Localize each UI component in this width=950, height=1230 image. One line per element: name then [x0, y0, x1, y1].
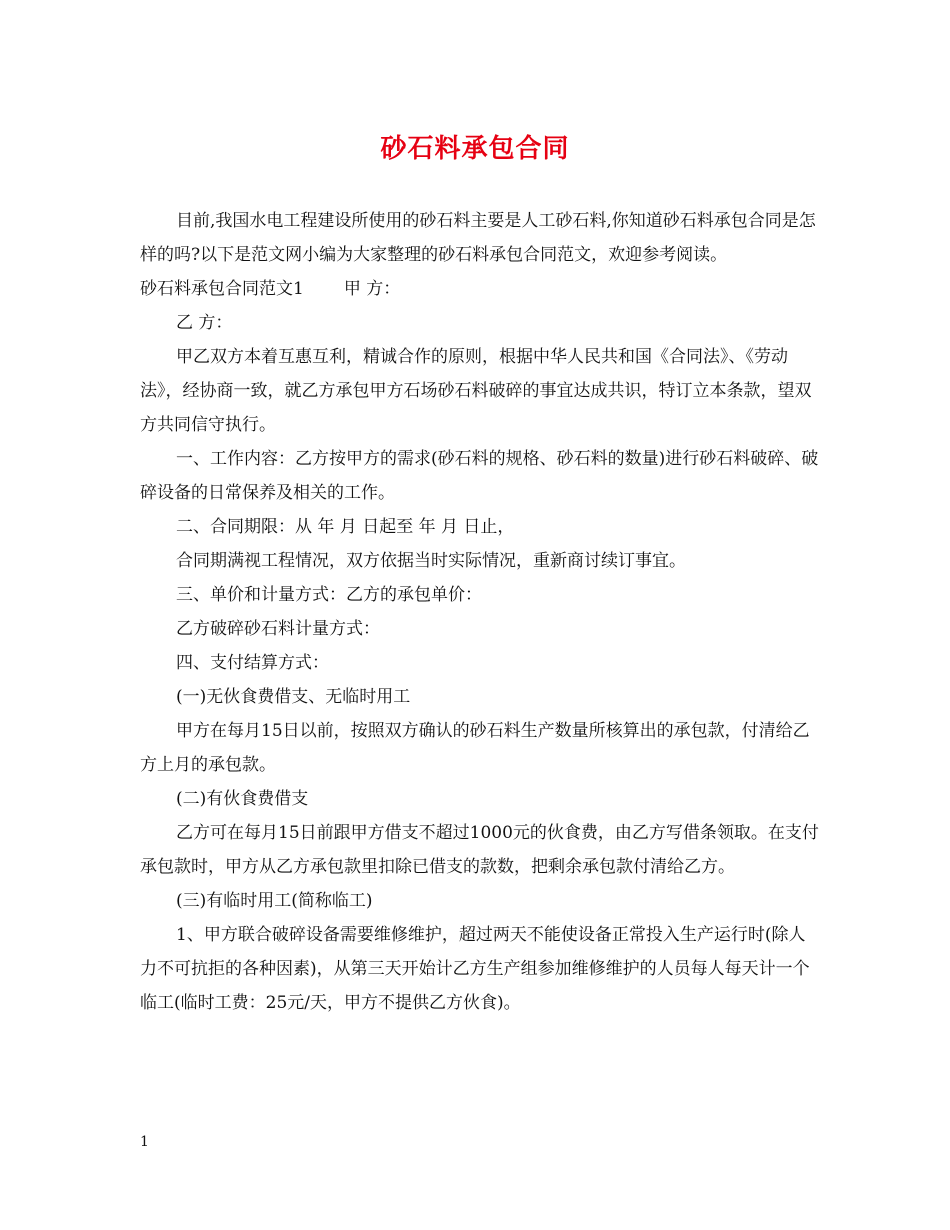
payment-sub1-text: 甲方在每月15日以前，按照双方确认的砂石料生产数量所核算出的承包款，付清给乙方上月的承包款。	[140, 721, 810, 775]
payment-sub1-heading: (一)无伙食费借支、无临时用工	[176, 687, 411, 707]
sample-heading-line	[140, 272, 820, 306]
clause-measurement: 乙方破碎砂石料计量方式：	[176, 619, 380, 639]
party-b-label: 乙 方：	[176, 313, 233, 333]
payment-sub2-heading: (二)有伙食费借支	[176, 789, 309, 809]
clause-contract-term-note: 合同期满视工程情况，双方依据当时实际情况，重新商讨续订事宜。	[176, 551, 686, 571]
document-title: 砂石料承包合同	[380, 134, 570, 164]
payment-sub3-heading: (三)有临时用工(简称临工)	[176, 891, 373, 911]
document-body	[140, 204, 820, 1020]
clause-work-content: 一、工作内容：乙方按甲方的需求(砂石料的规格、砂石料的数量)进行砂石料破碎、破碎设备的日常保养及相关的工作。	[140, 449, 819, 503]
intro-paragraph: 目前,我国水电工程建设所使用的砂石料主要是人工砂石料,你知道砂石料承包合同是怎样的吗?以下是范文网小编为大家整理的砂石料承包合同范文，欢迎参考阅读。	[140, 211, 816, 265]
clause-unit-price: 三、单价和计量方式：乙方的承包单价：	[176, 585, 482, 605]
payment-sub2-text: 乙方可在每月15日前跟甲方借支不超过1000元的伙食费，由乙方写借条领取。在支付承包款时，甲方从乙方承包款里扣除已借支的款数，把剩余承包款付清给乙方。	[140, 823, 819, 877]
payment-sub3-item1: 1、甲方联合破碎设备需要维修维护，超过两天不能使设备正常投入生产运行时(除人力不可抗拒的各种因素)，从第三天开始计乙方生产组参加维修维护的人员每人每天计一个临工(临时工费：25元/天，甲方不提供乙方伙食)。	[140, 925, 810, 1013]
sample-heading: 砂石料承包合同范文1	[140, 279, 304, 299]
party-a-label: 甲 方：	[343, 279, 401, 299]
clause-contract-term: 二、合同期限：从 年 月 日起至 年 月 日止，	[176, 517, 515, 537]
page-number: 1	[140, 1134, 149, 1150]
clause-payment: 四、支付结算方式：	[176, 653, 329, 673]
preamble-paragraph: 甲乙双方本着互惠互利，精诚合作的原则，根据中华人民共和国《合同法》、《劳动法》，经协商一致，就乙方承包甲方石场砂石料破碎的事宜达成共识，特订立本条款，望双方共同信守执行。	[140, 347, 812, 435]
